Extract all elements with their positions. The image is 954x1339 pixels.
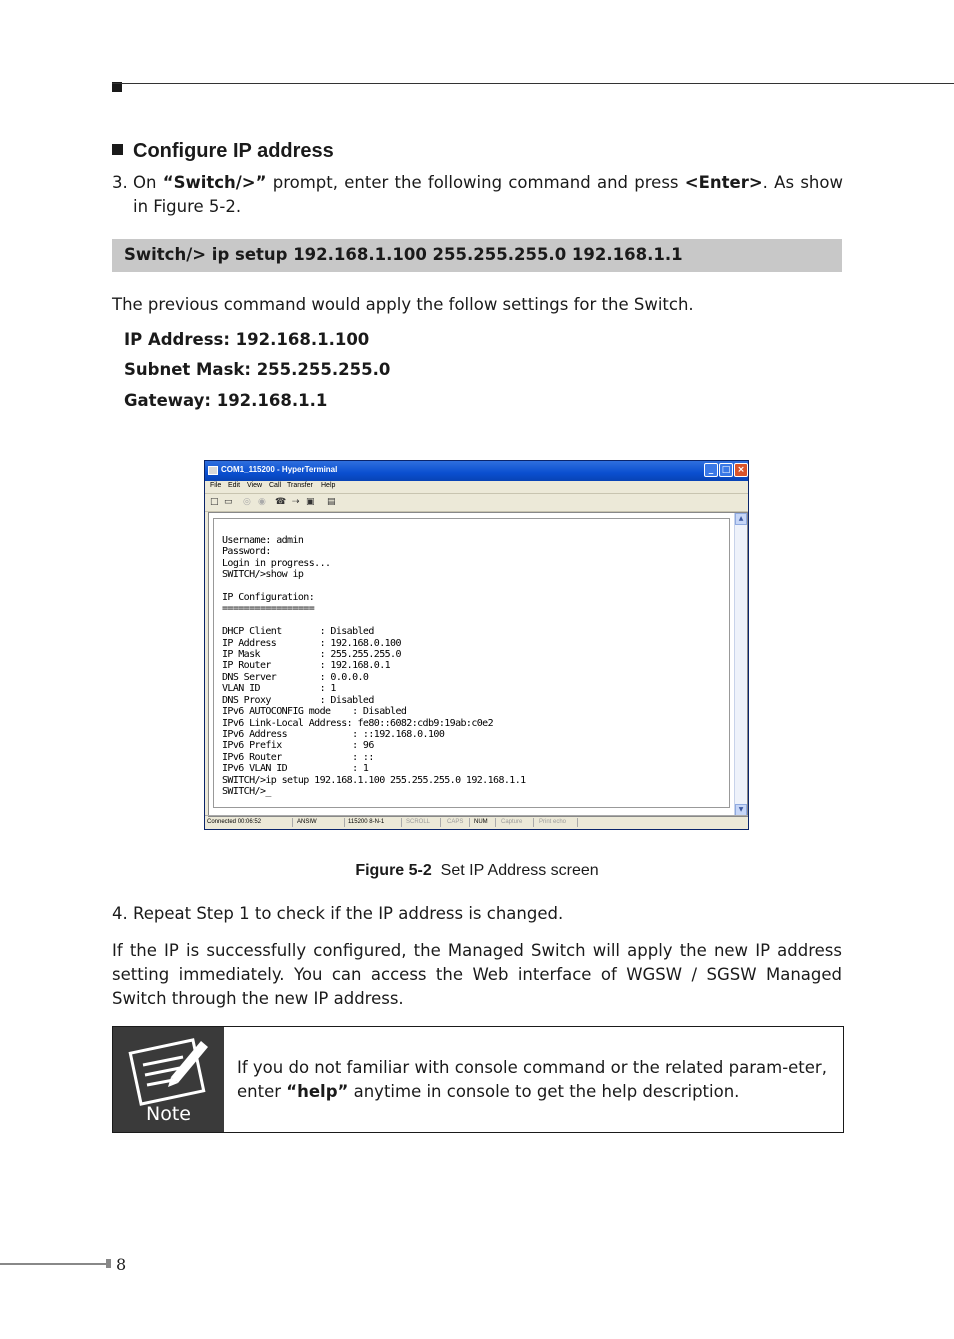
menu-edit[interactable]: Edit xyxy=(228,482,241,489)
vertical-scrollbar[interactable] xyxy=(734,513,747,816)
minimize-button[interactable]: _ xyxy=(704,463,718,477)
status-port: 115200 8-N-1 xyxy=(348,819,385,825)
menu-transfer[interactable]: Transfer xyxy=(287,482,313,489)
window-titlebar xyxy=(205,461,748,481)
enter-key-text: <Enter> xyxy=(684,173,763,192)
properties-icon[interactable]: ▤ xyxy=(327,497,336,507)
send-icon[interactable]: ⇢ xyxy=(292,497,300,507)
status-num: NUM xyxy=(474,819,488,825)
connect-icon[interactable]: ◎ xyxy=(243,497,251,507)
toolbar xyxy=(205,493,748,512)
status-capture: Capture xyxy=(501,819,523,825)
ip-configured-paragraph: If the IP is successfully configured, the Managed Switch will apply the new IP address setting immediately. You can access the Web interface of WGSW / SGSW Managed Switch through the new IP address. xyxy=(112,941,842,1008)
terminal-app-icon xyxy=(208,466,218,475)
heading-text: Configure IP address xyxy=(133,140,334,162)
menu-call[interactable]: Call xyxy=(269,482,282,489)
status-emulation: ANSIW xyxy=(297,819,317,825)
setting-gateway: Gateway: 192.168.1.1 xyxy=(124,391,328,410)
switch-prompt-text: “Switch/>” xyxy=(162,173,267,192)
page-number: 8 xyxy=(116,1255,127,1274)
note-label: Note xyxy=(146,1103,191,1125)
phone-icon[interactable]: ☎ xyxy=(275,497,287,507)
close-button[interactable]: × xyxy=(734,463,748,477)
footer-marker xyxy=(106,1259,111,1268)
command-box xyxy=(112,239,842,272)
note-suffix: anytime in console to get the help description. xyxy=(348,1082,740,1101)
note-prefix: If you do not familiar with console command or the related param-eter, enter xyxy=(237,1058,827,1101)
figure-title: Set IP Address screen xyxy=(440,862,599,879)
step3-mid: prompt, enter the following command and press xyxy=(266,173,685,192)
footer-rule xyxy=(0,1263,106,1265)
step3-suffix: . As show in Figure 5-2. xyxy=(133,173,843,216)
note-icon-panel xyxy=(113,1027,224,1132)
hyperterminal-window xyxy=(204,460,749,830)
previous-command-text: The previous command would apply the follow settings for the Switch. xyxy=(112,295,694,314)
open-icon[interactable]: ▭ xyxy=(224,497,233,507)
terminal-screen[interactable] xyxy=(213,518,730,808)
section-heading xyxy=(112,140,334,163)
menu-bar xyxy=(205,481,748,493)
figure-label: Figure 5-2 xyxy=(355,862,432,879)
status-bar xyxy=(205,815,748,829)
menu-file[interactable]: File xyxy=(210,482,222,489)
receive-icon[interactable]: ▣ xyxy=(306,497,315,507)
disconnect-icon[interactable]: ◉ xyxy=(258,497,266,507)
figure-caption xyxy=(0,862,954,880)
step-3-paragraph xyxy=(112,171,843,219)
status-scroll: SCROLL xyxy=(406,819,431,825)
step-4-paragraph: 4. Repeat Step 1 to check if the IP address is changed. xyxy=(112,904,564,923)
menu-view[interactable]: View xyxy=(247,482,263,489)
maximize-button[interactable]: □ xyxy=(719,463,733,477)
terminal-frame xyxy=(208,512,748,817)
new-icon[interactable]: □ xyxy=(210,497,219,507)
bullet-square-icon xyxy=(112,144,123,155)
window-title: COM1_115200 - HyperTerminal xyxy=(221,465,338,474)
header-rule xyxy=(112,83,954,84)
terminal-output: Username: admin Password: Login in progress... SWITCH/>show ip IP Configuration: ================= DHCP Client : Disabled IP Address : 192.168.0.100 IP Mask : 255.255.255.0 IP Router : 192.168.0.1 DNS Server : 0.0.0.0 VLAN ID : 1 DNS Proxy : Disabled IPv6 AUTOCONFIG mode : Disabled IPv6 Link-Local Address: fe80::6082:cdb9:19ab:c0e2 IPv6 Address : ::192.168.0.100 IPv6 Prefix : 96 IPv6 Router : :: IPv6 VLAN ID : 1 SWITCH/>ip setup 192.168.1.100 255.255.255.0 192.168.1.1 SWITCH/>_ xyxy=(222,535,526,797)
scroll-down-icon[interactable]: ▼ xyxy=(735,804,747,816)
note-box xyxy=(112,1026,844,1133)
status-connected: Connected 00:06:52 xyxy=(207,819,262,825)
setting-subnet-mask: Subnet Mask: 255.255.255.0 xyxy=(124,360,391,379)
notepad-pen-icon xyxy=(113,1027,224,1107)
step3-prefix: On xyxy=(133,173,163,192)
note-text xyxy=(237,1056,831,1104)
command-text: Switch/> ip setup 192.168.1.100 255.255.255.0 192.168.1.1 xyxy=(124,245,683,264)
step-number: 3. xyxy=(112,173,128,192)
help-command-text: “help” xyxy=(286,1082,349,1101)
menu-help[interactable]: Help xyxy=(321,482,336,489)
status-print-echo: Print echo xyxy=(539,819,567,825)
setting-ip-address: IP Address: 192.168.1.100 xyxy=(124,330,370,349)
status-caps: CAPS xyxy=(447,819,464,825)
scroll-up-icon[interactable]: ▲ xyxy=(735,513,747,525)
